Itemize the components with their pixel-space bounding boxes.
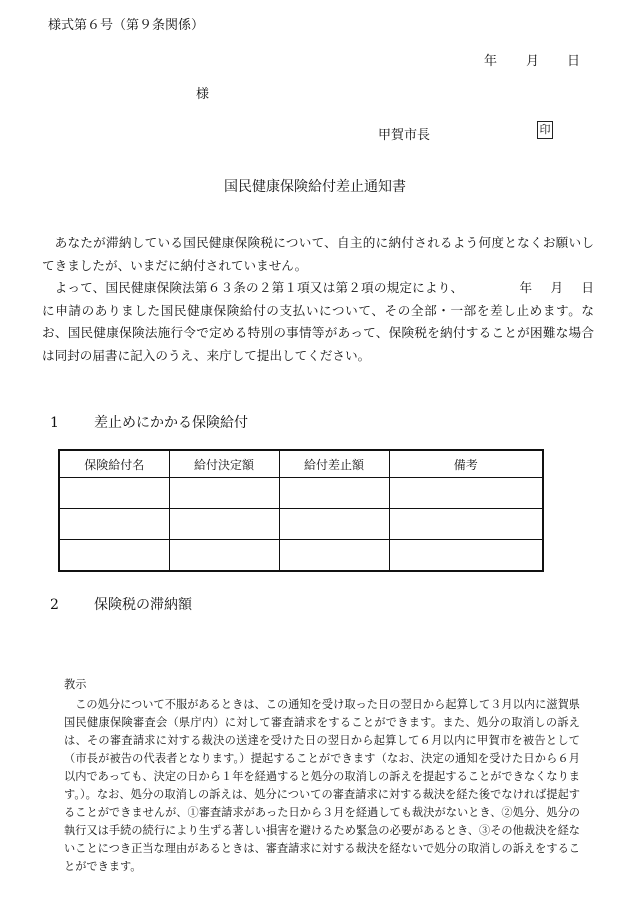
table-cell bbox=[59, 540, 169, 572]
benefit-table bbox=[58, 449, 544, 572]
table-header-row bbox=[59, 450, 543, 478]
table-cell bbox=[169, 509, 279, 540]
date-month-label: 月 bbox=[526, 54, 540, 69]
body-paragraph-2 bbox=[42, 277, 594, 367]
table-cell bbox=[59, 509, 169, 540]
table-cell bbox=[169, 478, 279, 509]
section-2-title: 保険税の滞納額 bbox=[94, 597, 192, 613]
table-row bbox=[59, 509, 543, 540]
table-cell bbox=[389, 540, 543, 572]
form-number: 様式第６号（第９条関係） bbox=[48, 18, 205, 33]
col-header-benefit-name: 保険給付名 bbox=[59, 450, 169, 478]
table-cell bbox=[389, 478, 543, 509]
notice-heading: 教示 bbox=[64, 678, 87, 691]
table-row bbox=[59, 478, 543, 509]
addressee-suffix: 様 bbox=[196, 87, 210, 102]
table-cell bbox=[279, 509, 389, 540]
notice-text: この処分について不服があるときは、この通知を受け取った日の翌日から起算して３月以内に滋賀県国民健康保険審査会（県庁内）に対して審査請求をすることができます。また、処分の取消しの訴えは、その審査請求に対する裁決の送達を受けた日の翌日から起算して６月以内に甲賀市を被告として（市長が被告の代表者となります。）提起することができます（なお、決定の通知を受けた日から６月以内であっても、決定の日から１年を経過すると処分の取消しの訴えを提起することができなくなります。）。なお、処分の取消しの訴えは、処分についての審査請求に対する裁決を経た後でなければ提起することができませんが、①審査請求があった日から３月を経過しても裁決がないとき、②処分、処分の執行又は手続の続行により生ずる著しい損害を避けるため緊急の必要があるとき、③その他裁決を経ないことにつき正当な理由があるときは、審査請求に対する裁決を経ないで処分の取消しの訴えをすることができます。 bbox=[64, 698, 580, 873]
table-row bbox=[59, 540, 543, 572]
date-year-label: 年 bbox=[484, 54, 498, 69]
table-cell bbox=[279, 540, 389, 572]
table-cell bbox=[389, 509, 543, 540]
body-month-label: 月 bbox=[550, 280, 564, 295]
section-1-number: 1 bbox=[50, 415, 59, 431]
body-paragraph-2-start: よって、国民健康保険法第６３条の２第１項又は第２項の規定により、 bbox=[54, 280, 464, 295]
body-year-label: 年 bbox=[519, 280, 533, 295]
seal-mark: 印 bbox=[537, 121, 553, 139]
date-day-label: 日 bbox=[567, 54, 581, 69]
section-2-heading bbox=[50, 594, 192, 614]
body-text bbox=[42, 232, 594, 367]
col-header-remarks: 備考 bbox=[389, 450, 543, 478]
body-paragraph-1: あなたが滞納している国民健康保険税について、自主的に納付されるよう何度となくお願いしてきましたが、いまだに納付されていません。 bbox=[42, 235, 594, 273]
appeal-notice bbox=[64, 676, 580, 876]
table-cell bbox=[169, 540, 279, 572]
section-1-heading bbox=[50, 412, 248, 432]
section-1-title: 差止めにかかる保険給付 bbox=[94, 415, 248, 431]
col-header-decided-amount: 給付決定額 bbox=[169, 450, 279, 478]
body-paragraph-2-end: 日に申請のありました国民健康保険給付の支払いについて、その全部・一部を差し止めます。なお、国民健康保険法施行令で定める特別の事情等があって、保険税を納付することが困難な場合は同封の届書に記入のうえ、来庁して提出してください。 bbox=[42, 280, 595, 363]
issuer-name: 甲賀市長 bbox=[378, 128, 431, 143]
table-cell bbox=[59, 478, 169, 509]
document-title: 国民健康保険給付差止通知書 bbox=[224, 179, 406, 195]
col-header-withheld-amount: 給付差止額 bbox=[279, 450, 389, 478]
section-2-number: 2 bbox=[50, 597, 59, 613]
table-cell bbox=[279, 478, 389, 509]
